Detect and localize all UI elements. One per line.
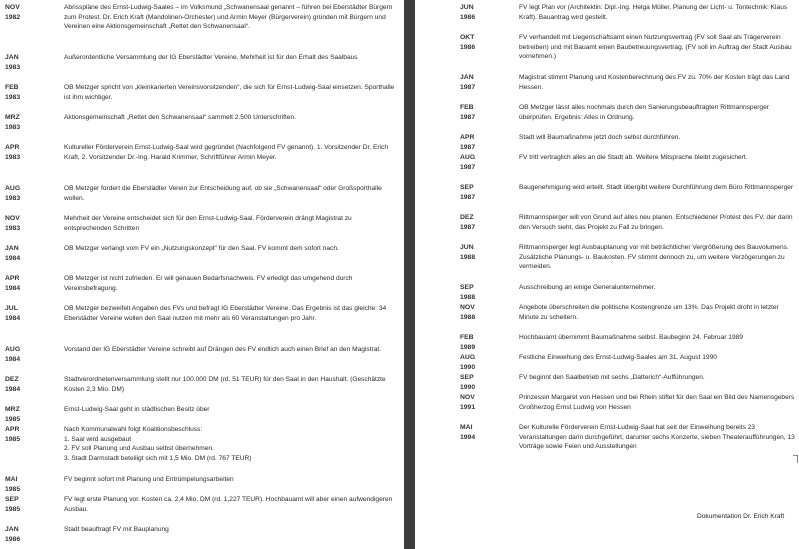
entry-date: FEB 1983 bbox=[5, 84, 21, 101]
entry-text: Hochbauamt übernimmt Baumaßnahme selbst. Baubeginn 24. Februar 1989 bbox=[519, 334, 743, 341]
entry-date: JAN 1983 bbox=[5, 54, 21, 71]
entry-date: JUN 1986 bbox=[460, 4, 476, 21]
entry-text: FV beginnt sofort mit Planung und Entrümpelungsarbeiten bbox=[64, 476, 234, 483]
entry-date: OKT 1986 bbox=[460, 34, 476, 51]
entry-text: Kultureller Förderverein Ernst-Ludwig-Saal wird gegründet (Nachfolgend FV genannt). 1. Vorsitzender Dr. Erich Kraft, 2. Vorsitzender Dr.-Ing. Harald Krimmer, Schriftführer Armin Meyer. bbox=[64, 144, 388, 161]
entry-date: NOV 1982 bbox=[5, 4, 21, 21]
entry-date: AUG 1990 bbox=[460, 354, 476, 371]
entry-date: APR 1984 bbox=[5, 275, 21, 292]
entry-text: OB Metzger verlangt vom FV ein „Nutzungskonzept“ für den Saal. FV kommt dem sofort nach. bbox=[64, 245, 339, 252]
entry-text: OB Metzger ist nicht zufrieden. Er will genauen Bedarfsnachweis. FV erledigt das umgehend durch Vereinsbefragung. bbox=[64, 275, 353, 292]
entry-date: JUL 1984 bbox=[5, 305, 21, 322]
entry-date: FEB 1989 bbox=[460, 334, 476, 351]
entry-date: AUG 1987 bbox=[460, 154, 476, 171]
entry-text: FV beginnt den Saalbetrieb mit sechs „Datterich“-Aufführungen. bbox=[519, 374, 705, 381]
entry-date: APR 1987 bbox=[460, 134, 476, 151]
entry-text: Aktionsgemeinschaft „Rettet den Schwanensaal“ sammelt 2.500 Unterschriften. bbox=[64, 114, 296, 121]
entry-date: APR 1985 bbox=[5, 426, 21, 443]
entry-text: FV verhandelt mit Liegenschaftsamt einen Nutzungsvertrag (FV soll Saal als Trägerverein betreiben) und mit Bauamt einen Baubetreuungsvertrag. (FV soll im Auftrag der Stadt Ausbau vornehmen.) bbox=[519, 34, 792, 61]
entry-text: Ausschreibung an einige Generalunternehmer. bbox=[519, 284, 656, 291]
entry-date: AUG 1983 bbox=[5, 185, 21, 202]
entry-text: Baugenehmigung wird erteilt. Stadt übergibt weitere Durchführung dem Büro Rittmannsperger bbox=[519, 184, 794, 191]
entry-text: OB Metzger spricht von „kleinkarierten Vereinsvorsitzenden“, die sich für Ernst-Ludwig-Saal einsetzen. Sporthalle ist ihm wichtiger. bbox=[64, 84, 395, 101]
entry-text: Stadt will Baumaßnahme jetzt doch selbst durchführen. bbox=[519, 134, 681, 141]
entry-date: SEP 1990 bbox=[460, 374, 476, 391]
entry-date: SEP 1987 bbox=[460, 184, 476, 201]
entry-text: Nach Kommunalwahl folgt Koalitionsbeschluss: 1. Saal wird ausgebaut 2. FV soll Planung und Ausbau selbst übernehmen. 3. Stadt Darmstadt beteiligt sich mit 1,5 Mio. DM (rd. 767 TEUR) bbox=[64, 426, 252, 462]
entry-date: JUN 1988 bbox=[460, 244, 476, 261]
entry-text: Magistrat stimmt Planung und Kostenberechnung des FV zu. 70% der Kosten trägt das Land Hessen. bbox=[519, 74, 790, 91]
entry-text: Vorstand der IG Eberstädter Vereine schreibt auf Drängen des FV endlich auch einen Brief an den Magistrat. bbox=[64, 346, 382, 353]
entry-text: Ernst-Ludwig-Saal geht in städtischen Besitz über bbox=[64, 406, 210, 413]
entry-date: FEB 1987 bbox=[460, 104, 476, 121]
entry-date: JAN 1984 bbox=[5, 245, 21, 262]
entry-date: MRZ 1983 bbox=[5, 114, 21, 131]
entry-date: AUG 1984 bbox=[5, 346, 21, 363]
entry-date: NOV 1991 bbox=[460, 394, 476, 411]
entry-text: Abrisspläne des Ernst-Ludwig-Saales – im Volksmund „Schwanensaal genannt – führen bei Eberstädter Bürgern zum Protest. Dr. Erich Kraft (Mandolinen-Orchester) und Armin Meyer (Bürgerverein) gründen mit Bürgern und Vereinen eine Aktionsgemeinschaft „Rettet den Schwanensaal“. bbox=[64, 4, 393, 31]
entry-text: Stadtverordnetenversammlung stellt nur 100.000 DM (rd. 51 TEUR) für den Saal in den Haushalt. (Geschätzte Kosten 2,3 Mio. DM) bbox=[64, 376, 386, 393]
entry-date: DEZ 1987 bbox=[460, 214, 476, 231]
entry-date: JAN 1986 bbox=[5, 526, 21, 543]
entry-text: Der Kulturelle Förderverein Ernst-Ludwig-Saal hat seit der Einweihung bereits 23 Veranstaltungen darin durchgeführt, darunter sechs Konzerte, sieben Theateraufführungen, 13 Vorträge sowie Feien und Ausstellungen bbox=[519, 424, 795, 451]
page-gutter bbox=[404, 0, 415, 549]
entry-date: SEP 1985 bbox=[5, 496, 21, 513]
entry-date: MRZ 1985 bbox=[5, 406, 21, 423]
entry-date: MAI 1994 bbox=[460, 424, 476, 441]
entry-text: FV legt erste Planung vor. Kosten ca. 2,4 Mio. DM (rd. 1,227 TEUR). Hochbauamt will aber einen aufwendigeren Ausbau. bbox=[64, 496, 393, 513]
entry-text: Außerordentliche Versammlung der IG Eberstädter Vereine. Mehrheit ist für den Erhalt des Saalbaus bbox=[64, 54, 358, 61]
entry-text: Stadt beauftragt FV mit Bauplanung bbox=[64, 526, 169, 533]
entry-text: Rittmannsperger will von Grund auf alles neu planen. Entschiedener Protest des FV, der darin den Versuch sieht, das Projekt zu Fall zu bringen. bbox=[519, 214, 793, 231]
entry-text: OB Metzger lässt alles nochmals durch den Sanierungsbeauftragten Rittmannsperger überprüfen. Ergebnis: Alles in Ordnung. bbox=[519, 104, 769, 121]
footer-credit: Dokumentation Dr. Erich Kraft bbox=[697, 513, 785, 520]
entry-date: MAI 1985 bbox=[5, 476, 21, 493]
entry-text: FV legt Plan vor (Architektin: Dipl.-Ing. Helga Müller, Planung der Licht- u. Tontechnik: Klaus Kraft). Bauantrag wird gestellt. bbox=[519, 4, 788, 21]
entry-text: OB Metzger fordert die Eberstädter Verein zur Entscheidung auf, ob sie „Schwanensaal“ oder Großsporthalle wollen. bbox=[64, 185, 382, 202]
right-page bbox=[415, 0, 799, 549]
entry-date: JAN 1987 bbox=[460, 74, 476, 91]
entry-text: Rittmannsperger legt Ausbauplanung vor mit beträchtlicher Vergrößerung des Bauvolumens. Zusätzliche Planungs- u. Baukosten. FV stimmt dennoch zu, um weitere Verzögerungen zu vermeiden. bbox=[519, 244, 789, 271]
entry-text: Prinzessin Margaret von Hessen und bei Rhein stiftet für den Saal ein Bild des Namensgebers Großherzog Ernst Ludwig von Hessen bbox=[519, 394, 795, 411]
entry-text: FV tritt vertraglich alles an die Stadt ab. Weitere Mitsprache bleibt zugesichert. bbox=[519, 154, 748, 161]
entry-date: SEP 1988 bbox=[460, 284, 476, 301]
entry-text: Mehrheit der Vereine entscheidet sich für den Ernst-Ludwig-Saal. Förderverein drängt Magistrat zu entsprechenden Schritten bbox=[64, 215, 352, 232]
entry-text: OB Metzger bezweifelt Angaben des FVs und befragt IG Eberstädter Vereine. Das Ergebnis ist das gleiche: 34 Eberstädter Vereine wollen den Saal nutzen mit mehr als 60 Veranstaltungen pro Jahr. bbox=[64, 305, 387, 322]
entry-date: APR 1983 bbox=[5, 144, 21, 161]
entry-text: Angebote überschreiten die politische Kostengrenze um 13%. Das Projekt droht in letzter Minute zu scheitern. bbox=[519, 304, 779, 321]
entry-date: NOV 1988 bbox=[460, 304, 476, 321]
page-corner-marker bbox=[793, 455, 798, 463]
entry-text: Festliche Einweihung des Ernst-Ludwig-Saales am 31. August 1990 bbox=[519, 354, 717, 361]
entry-date: NOV 1983 bbox=[5, 215, 21, 232]
entry-date: DEZ 1984 bbox=[5, 376, 21, 393]
